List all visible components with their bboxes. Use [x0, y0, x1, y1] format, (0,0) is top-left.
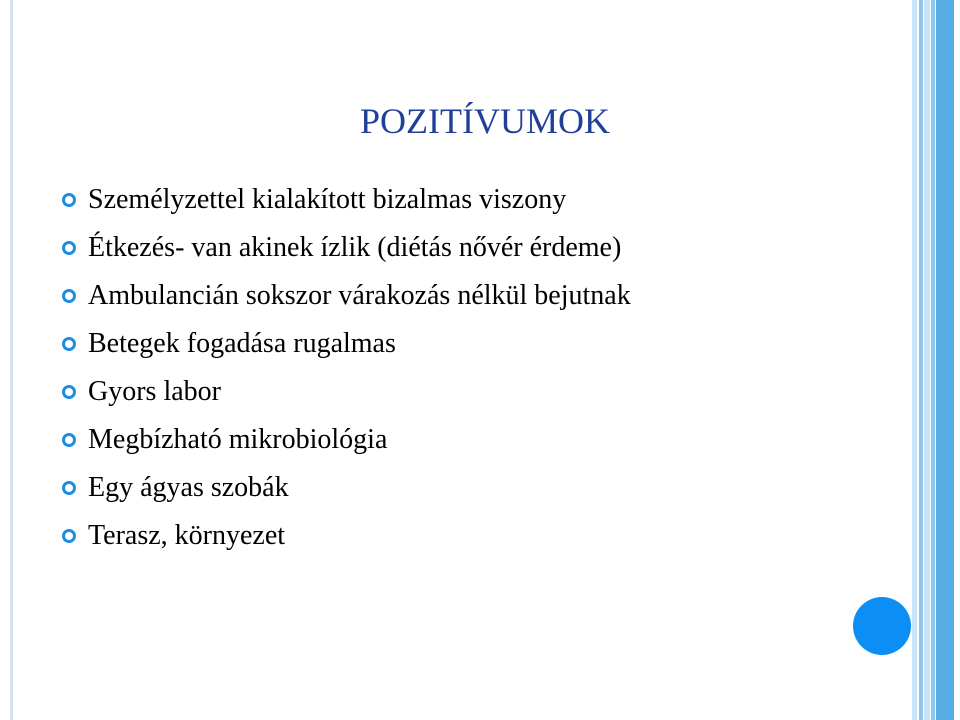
- bullet-list: [62, 176, 631, 560]
- stripe-3: [924, 0, 930, 720]
- ring-bullet-icon: [62, 241, 76, 255]
- bullet-item: [62, 224, 631, 272]
- ring-bullet-icon: [62, 385, 76, 399]
- bullet-text: Terasz, környezet: [88, 520, 286, 551]
- bullet-item: [62, 176, 631, 224]
- ring-bullet-icon: [62, 529, 76, 543]
- ring-bullet-icon: [62, 337, 76, 351]
- bullet-text: Megbízható mikrobiológia: [88, 424, 388, 455]
- ring-bullet-icon: [62, 481, 76, 495]
- bullet-text: Étkezés- van akinek ízlik (diétás nővér érdeme): [88, 232, 622, 263]
- left-border-line: [10, 0, 13, 720]
- bullet-item: [62, 416, 631, 464]
- ring-bullet-icon: [62, 433, 76, 447]
- bullet-item: [62, 272, 631, 320]
- ring-bullet-icon: [62, 289, 76, 303]
- circle-orb-icon: [853, 597, 911, 655]
- slide-title: POZITÍVUMOK: [360, 101, 610, 141]
- stripe-2: [919, 0, 923, 720]
- bullet-text: Ambulancián sokszor várakozás nélkül bejutnak: [88, 280, 631, 311]
- stripe-1: [912, 0, 917, 720]
- bullet-text: Betegek fogadása rugalmas: [88, 328, 396, 359]
- bullet-text: Gyors labor: [88, 376, 221, 407]
- bullet-item: [62, 464, 631, 512]
- stripe-5: [936, 0, 954, 720]
- bullet-item: [62, 320, 631, 368]
- bullet-text: Egy ágyas szobák: [88, 472, 289, 503]
- bullet-item: [62, 368, 631, 416]
- ring-bullet-icon: [62, 193, 76, 207]
- bullet-item: [62, 512, 631, 560]
- stripe-4: [931, 0, 935, 720]
- bullet-text: Személyzettel kialakított bizalmas viszony: [88, 184, 567, 215]
